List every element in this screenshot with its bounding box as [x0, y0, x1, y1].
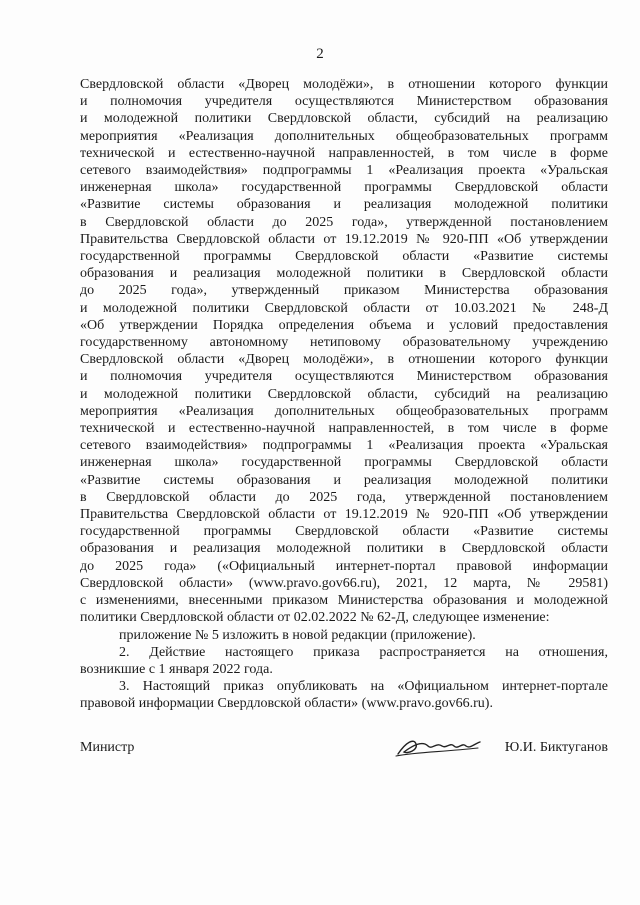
- signature-block: [80, 736, 608, 766]
- text-line: до 2025 года» («Официальный интернет-портал правовой информации: [80, 558, 608, 574]
- text-line: технической и естественно-научной направленностей, в том числе в форме: [80, 421, 608, 437]
- text-line: государственной программы Свердловской области «Развитие системы: [80, 249, 608, 265]
- text-line: инженерная школа» государственной программы Свердловской области: [80, 455, 608, 471]
- order-body-text: [80, 76, 608, 713]
- text-line: возникшие с 1 января 2022 года.: [80, 661, 273, 677]
- text-line: государственной программы Свердловской области «Развитие системы: [80, 524, 608, 540]
- text-line: мероприятия «Реализация дополнительных общеобразовательных программ: [80, 403, 608, 419]
- text-line: сетевого взаимодействия» подпрограммы 1 «Реализация проекта «Уральская: [80, 163, 608, 179]
- text-line: политики Свердловской области от 02.02.2022 № 62-Д, следующее изменение:: [80, 610, 550, 626]
- text-line: в Свердловской области до 2025 года, утвержденной постановлением: [80, 489, 608, 505]
- text-line: и полномочия учредителя осуществляются Министерством образования: [80, 94, 608, 110]
- text-line: до 2025 года», утвержденный приказом Министерства образования: [80, 283, 608, 299]
- text-line: мероприятия «Реализация дополнительных общеобразовательных программ: [80, 128, 608, 144]
- text-line: и полномочия учредителя осуществляются Министерством образования: [80, 369, 608, 385]
- text-line: Свердловской области «Дворец молодёжи», в отношении которого функции: [80, 352, 608, 368]
- position-title: Министр: [80, 740, 135, 755]
- page-number: 2: [316, 46, 324, 62]
- text-line: правовой информации Свердловской области» (www.pravo.gov66.ru).: [80, 696, 493, 712]
- text-line: образования и реализация молодежной политики в Свердловской области: [80, 541, 608, 557]
- text-line: «Развитие системы образования и реализация молодежной политики: [80, 197, 608, 213]
- text-line: «Об утверждении Порядка определения объема и условий предоставления: [80, 317, 608, 333]
- text-line: сетевого взаимодействия» подпрограммы 1 «Реализация проекта «Уральская: [80, 438, 608, 454]
- signer-name: Ю.И. Биктуганов: [504, 740, 608, 755]
- text-line: образования и реализация молодежной политики в Свердловской области: [80, 266, 608, 282]
- handwritten-signature: [392, 732, 484, 760]
- text-line: Правительства Свердловской области от 19.12.2019 № 920-ПП «Об утверждении: [80, 231, 608, 247]
- text-line: Свердловской области «Дворец молодёжи», в отношении которого функции: [80, 77, 608, 92]
- text-line: и молодежной политики Свердловской области от 10.03.2021 № 248-Д: [80, 300, 608, 316]
- text-line: «Развитие системы образования и реализация молодежной политики: [80, 472, 608, 488]
- text-line: приложение № 5 изложить в новой редакции (приложение).: [119, 627, 476, 643]
- text-line: 3. Настоящий приказ опубликовать на «Официальном интернет-портале: [119, 679, 608, 695]
- text-line: Правительства Свердловской области от 19.12.2019 № 920-ПП «Об утверждении: [80, 507, 608, 523]
- text-line: и молодежной политики Свердловской области, субсидий на реализацию: [80, 386, 608, 402]
- text-line: с изменениями, внесенными приказом Министерства образования и молодежной: [80, 593, 608, 609]
- text-line: и молодежной политики Свердловской области, субсидий на реализацию: [80, 111, 608, 127]
- text-line: технической и естественно-научной направленностей, в том числе в форме: [80, 145, 608, 161]
- text-line: Свердловской области» (www.pravo.gov66.ru), 2021, 12 марта, № 29581): [80, 575, 608, 591]
- text-line: инженерная школа» государственной программы Свердловской области: [80, 180, 608, 196]
- text-line: 2. Действие настоящего приказа распространяется на отношения,: [119, 644, 608, 660]
- text-line: в Свердловской области до 2025 года», утвержденной постановлением: [80, 214, 608, 230]
- text-line: государственному автономному нетиповому образовательному учреждению: [80, 335, 608, 351]
